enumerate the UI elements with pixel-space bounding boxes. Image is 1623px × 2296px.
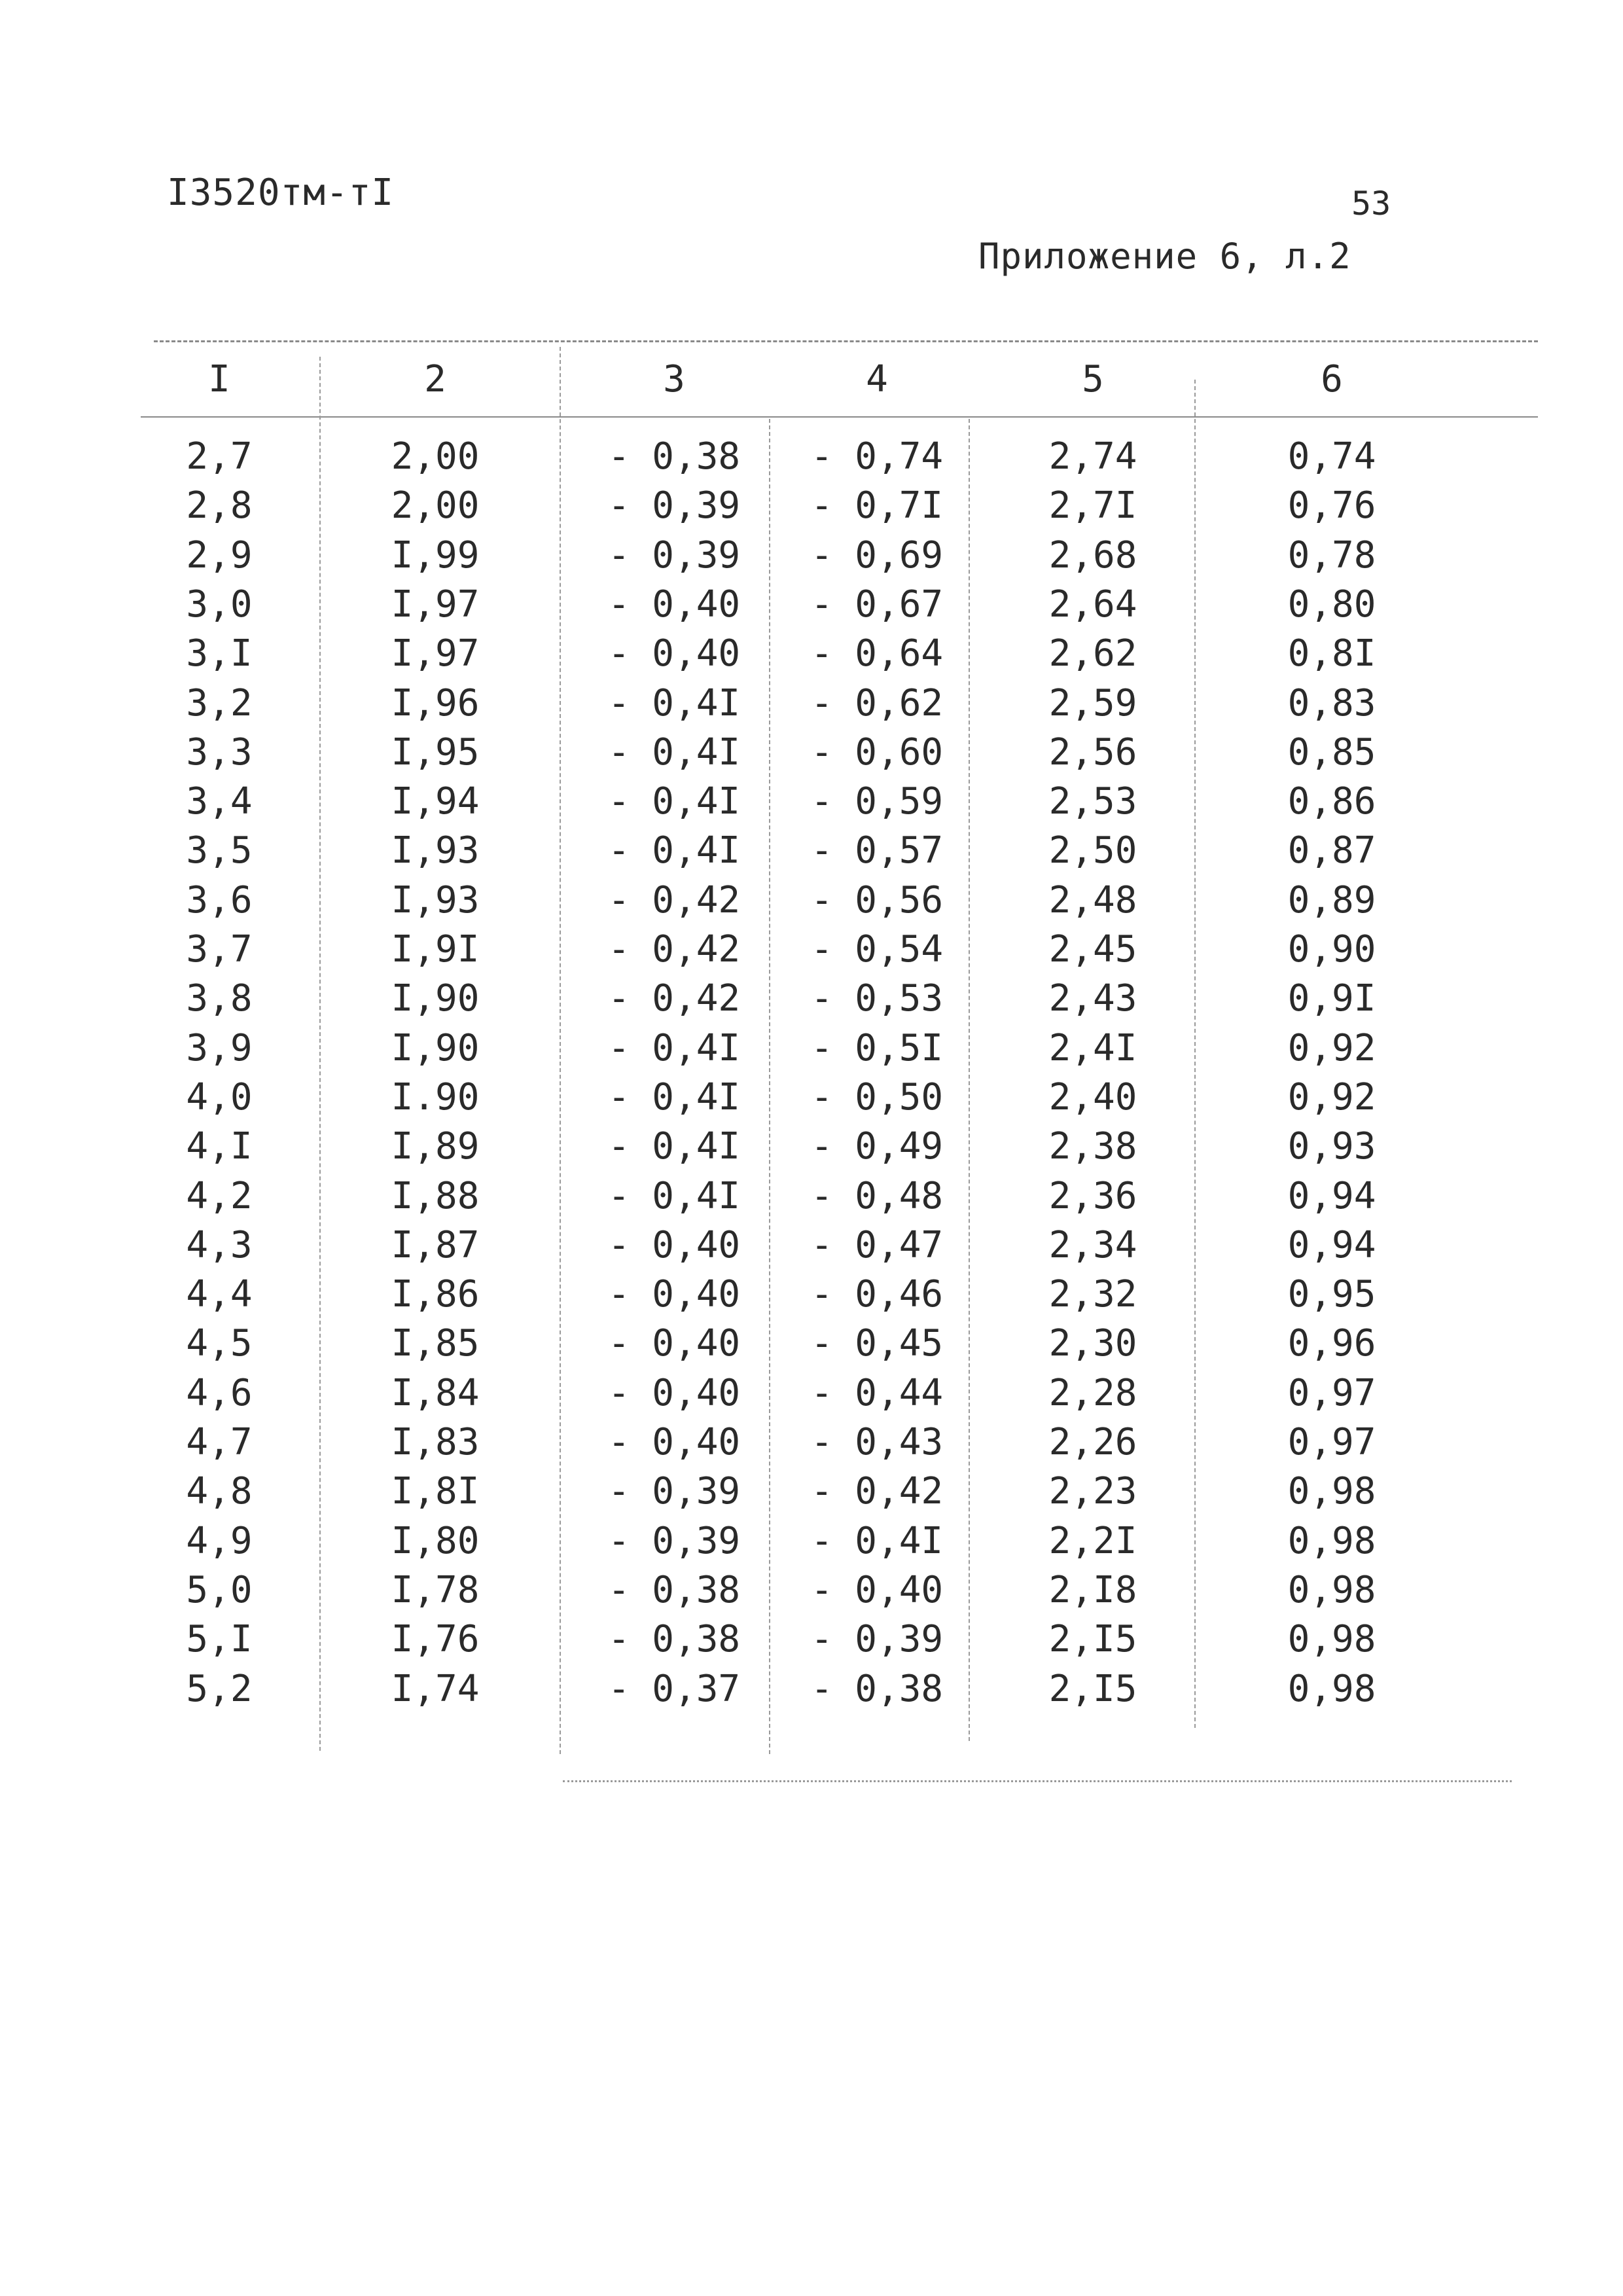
column-header-5: 5: [1082, 358, 1104, 401]
table-cell-col-6: 0,78: [1287, 533, 1376, 577]
table-cell-col-1: 5,I: [186, 1618, 253, 1661]
column-divider: [319, 357, 321, 1751]
table-cell-col-1: 4,7: [186, 1421, 253, 1463]
column-header-1: I: [208, 358, 230, 401]
table-cell-col-4: - 0,69: [810, 533, 944, 577]
table-cell-col-2: I,8I: [391, 1470, 480, 1513]
table-cell-col-6: 0,98: [1287, 1618, 1376, 1661]
table-cell-col-3: - 0,38: [607, 435, 741, 478]
table-cell-col-6: 0,74: [1287, 435, 1376, 478]
table-cell-col-5: 2,62: [1048, 632, 1137, 675]
table-cell-col-3: - 0,4I: [607, 780, 741, 823]
table-cell-col-1: 4,5: [186, 1322, 253, 1365]
table-cell-col-4: - 0,57: [810, 829, 944, 872]
table-cell-col-1: 3,4: [186, 780, 253, 823]
table-cell-col-3: - 0,42: [607, 928, 741, 971]
table-cell-col-5: 2,40: [1048, 1075, 1137, 1119]
table-cell-col-6: 0,94: [1287, 1223, 1376, 1266]
table-cell-col-3: - 0,40: [607, 1322, 741, 1365]
table-cell-col-6: 0,95: [1287, 1273, 1376, 1316]
table-cell-col-4: - 0,50: [810, 1075, 944, 1119]
table-cell-col-6: 0,98: [1287, 1568, 1376, 1611]
table-cell-col-5: 2,45: [1048, 928, 1137, 971]
table-cell-col-1: 5,2: [186, 1667, 253, 1710]
table-cell-col-2: I,94: [391, 780, 480, 823]
table-cell-col-3: - 0,40: [607, 1223, 741, 1266]
table-cell-col-5: 2,68: [1048, 533, 1137, 577]
table-cell-col-5: 2,I8: [1048, 1568, 1137, 1611]
column-header-2: 2: [424, 358, 446, 401]
table-cell-col-4: - 0,67: [810, 583, 944, 626]
table-cell-col-5: 2,I5: [1048, 1618, 1137, 1661]
table-cell-col-2: I,84: [391, 1371, 480, 1414]
table-cell-col-2: I,93: [391, 829, 480, 872]
table-cell-col-6: 0,76: [1287, 484, 1376, 528]
table-cell-col-4: - 0,64: [810, 632, 944, 675]
table-cell-col-5: 2,I5: [1048, 1667, 1137, 1710]
table-cell-col-5: 2,64: [1048, 583, 1137, 626]
column-header-6: 6: [1321, 358, 1343, 401]
table-cell-col-5: 2,48: [1048, 878, 1137, 922]
table-cell-col-1: 4,2: [186, 1174, 253, 1217]
table-cell-col-4: - 0,7I: [810, 484, 944, 528]
table-cell-col-1: 3,I: [186, 632, 253, 675]
table-cell-col-1: 4,6: [186, 1371, 253, 1414]
table-cell-col-5: 2,28: [1048, 1371, 1137, 1414]
table-cell-col-6: 0,85: [1287, 730, 1376, 774]
table-cell-col-1: 3,0: [186, 583, 253, 626]
table-cell-col-4: - 0,60: [810, 730, 944, 774]
table-cell-col-5: 2,50: [1048, 829, 1137, 872]
table-cell-col-2: I,90: [391, 977, 480, 1020]
table-cell-col-6: 0,92: [1287, 1026, 1376, 1069]
table-cell-col-4: - 0,74: [810, 435, 944, 478]
table-cell-col-5: 2,59: [1048, 681, 1137, 725]
table-cell-col-3: - 0,4I: [607, 681, 741, 725]
table-cell-col-1: 2,7: [186, 435, 253, 478]
table-cell-col-1: 3,3: [186, 730, 253, 774]
table-cell-col-2: I,80: [391, 1519, 480, 1562]
table-cell-col-4: - 0,45: [810, 1322, 944, 1365]
table-cell-col-2: I,74: [391, 1667, 480, 1710]
table-cell-col-2: I,96: [391, 681, 480, 725]
table-cell-col-2: I,78: [391, 1568, 480, 1611]
table-cell-col-2: I,99: [391, 533, 480, 577]
table-cell-col-3: - 0,39: [607, 1470, 741, 1513]
table-cell-col-3: - 0,4I: [607, 829, 741, 872]
table-cell-col-1: 3,5: [186, 829, 253, 872]
table-bottom-rule: [563, 1780, 1512, 1782]
table-cell-col-6: 0,83: [1287, 681, 1376, 725]
table-cell-col-3: - 0,4I: [607, 730, 741, 774]
table-cell-col-4: - 0,39: [810, 1618, 944, 1661]
table-cell-col-1: 3,8: [186, 977, 253, 1020]
table-cell-col-3: - 0,40: [607, 632, 741, 675]
table-cell-col-2: I,93: [391, 878, 480, 922]
table-cell-col-6: 0,97: [1287, 1421, 1376, 1463]
table-cell-col-2: I,95: [391, 730, 480, 774]
table-cell-col-1: 4,8: [186, 1470, 253, 1513]
table-cell-col-2: I,76: [391, 1618, 480, 1661]
table-cell-col-4: - 0,59: [810, 780, 944, 823]
table-cell-col-3: - 0,42: [607, 878, 741, 922]
table-cell-col-2: I,86: [391, 1273, 480, 1316]
table-cell-col-5: 2,2I: [1048, 1519, 1137, 1562]
table-cell-col-4: - 0,53: [810, 977, 944, 1020]
table-cell-col-1: 3,2: [186, 681, 253, 725]
table-cell-col-1: 3,9: [186, 1026, 253, 1069]
table-cell-col-6: 0,89: [1287, 878, 1376, 922]
table-cell-col-6: 0,98: [1287, 1667, 1376, 1710]
table-cell-col-5: 2,56: [1048, 730, 1137, 774]
table-cell-col-3: - 0,40: [607, 1421, 741, 1463]
table-cell-col-2: I,87: [391, 1223, 480, 1266]
column-divider: [969, 419, 970, 1741]
table-cell-col-5: 2,34: [1048, 1223, 1137, 1266]
table-cell-col-5: 2,23: [1048, 1470, 1137, 1513]
table-cell-col-3: - 0,40: [607, 583, 741, 626]
table-cell-col-3: - 0,40: [607, 1371, 741, 1414]
table-cell-col-2: I,88: [391, 1174, 480, 1217]
table-cell-col-4: - 0,54: [810, 928, 944, 971]
document-code: I3520тм-тI: [167, 171, 395, 214]
table-cell-col-2: I,97: [391, 583, 480, 626]
table-cell-col-2: 2,00: [391, 435, 480, 478]
table-cell-col-4: - 0,38: [810, 1667, 944, 1710]
table-cell-col-3: - 0,4I: [607, 1174, 741, 1217]
table-cell-col-4: - 0,62: [810, 681, 944, 725]
table-cell-col-1: 3,7: [186, 928, 253, 971]
column-header-3: 3: [663, 358, 685, 401]
page-number: 53: [1351, 185, 1391, 223]
table-header-rule: [141, 416, 1538, 418]
table-top-rule: [154, 340, 1538, 342]
table-cell-col-5: 2,7I: [1048, 484, 1137, 528]
table-cell-col-1: 5,0: [186, 1568, 253, 1611]
table-cell-col-2: I.90: [391, 1075, 480, 1119]
table-cell-col-3: - 0,38: [607, 1568, 741, 1611]
column-divider: [769, 419, 770, 1754]
table-cell-col-3: - 0,39: [607, 1519, 741, 1562]
table-cell-col-2: 2,00: [391, 484, 480, 528]
table-cell-col-6: 0,80: [1287, 583, 1376, 626]
table-cell-col-6: 0,8I: [1287, 632, 1376, 675]
table-cell-col-4: - 0,44: [810, 1371, 944, 1414]
table-cell-col-6: 0,94: [1287, 1174, 1376, 1217]
table-cell-col-6: 0,92: [1287, 1075, 1376, 1119]
table-cell-col-5: 2,53: [1048, 780, 1137, 823]
table-cell-col-2: I,89: [391, 1125, 480, 1168]
table-cell-col-1: 4,4: [186, 1273, 253, 1316]
table-cell-col-4: - 0,42: [810, 1470, 944, 1513]
table-cell-col-1: 4,3: [186, 1223, 253, 1266]
table-cell-col-4: - 0,47: [810, 1223, 944, 1266]
table-cell-col-1: 4,0: [186, 1075, 253, 1119]
table-cell-col-3: - 0,4I: [607, 1026, 741, 1069]
table-cell-col-2: I,97: [391, 632, 480, 675]
table-cell-col-2: I,83: [391, 1421, 480, 1463]
table-cell-col-4: - 0,48: [810, 1174, 944, 1217]
table-cell-col-6: 0,98: [1287, 1470, 1376, 1513]
column-divider: [560, 347, 561, 1754]
table-cell-col-5: 2,43: [1048, 977, 1137, 1020]
table-cell-col-3: - 0,39: [607, 484, 741, 528]
table-cell-col-1: 4,I: [186, 1125, 253, 1168]
table-cell-col-4: - 0,49: [810, 1125, 944, 1168]
table-cell-col-3: - 0,40: [607, 1273, 741, 1316]
table-cell-col-1: 4,9: [186, 1519, 253, 1562]
table-cell-col-4: - 0,56: [810, 878, 944, 922]
table-cell-col-3: - 0,39: [607, 533, 741, 577]
table-cell-col-6: 0,93: [1287, 1125, 1376, 1168]
table-cell-col-1: 2,9: [186, 533, 253, 577]
table-cell-col-1: 3,6: [186, 878, 253, 922]
table-cell-col-3: - 0,4I: [607, 1125, 741, 1168]
table-cell-col-6: 0,90: [1287, 928, 1376, 971]
table-cell-col-6: 0,98: [1287, 1519, 1376, 1562]
table-cell-col-5: 2,38: [1048, 1125, 1137, 1168]
column-divider: [1194, 380, 1196, 1728]
table-cell-col-5: 2,30: [1048, 1322, 1137, 1365]
table-cell-col-4: - 0,46: [810, 1273, 944, 1316]
column-header-4: 4: [866, 358, 888, 401]
table-cell-col-5: 2,4I: [1048, 1026, 1137, 1069]
table-cell-col-6: 0,9I: [1287, 977, 1376, 1020]
table-cell-col-5: 2,36: [1048, 1174, 1137, 1217]
table-cell-col-3: - 0,42: [607, 977, 741, 1020]
table-cell-col-5: 2,74: [1048, 435, 1137, 478]
table-cell-col-4: - 0,5I: [810, 1026, 944, 1069]
table-cell-col-1: 2,8: [186, 484, 253, 528]
table-cell-col-3: - 0,37: [607, 1667, 741, 1710]
table-cell-col-2: I,90: [391, 1026, 480, 1069]
table-cell-col-6: 0,86: [1287, 780, 1376, 823]
appendix-label: Приложение 6, л.2: [978, 236, 1351, 277]
table-cell-col-3: - 0,38: [607, 1618, 741, 1661]
table-cell-col-2: I,85: [391, 1322, 480, 1365]
table-cell-col-6: 0,87: [1287, 829, 1376, 872]
table-cell-col-4: - 0,4I: [810, 1519, 944, 1562]
table-cell-col-4: - 0,40: [810, 1568, 944, 1611]
table-cell-col-6: 0,97: [1287, 1371, 1376, 1414]
table-cell-col-5: 2,32: [1048, 1273, 1137, 1316]
table-cell-col-5: 2,26: [1048, 1421, 1137, 1463]
table-cell-col-3: - 0,4I: [607, 1075, 741, 1119]
table-cell-col-2: I,9I: [391, 928, 480, 971]
table-cell-col-6: 0,96: [1287, 1322, 1376, 1365]
table-cell-col-4: - 0,43: [810, 1421, 944, 1463]
